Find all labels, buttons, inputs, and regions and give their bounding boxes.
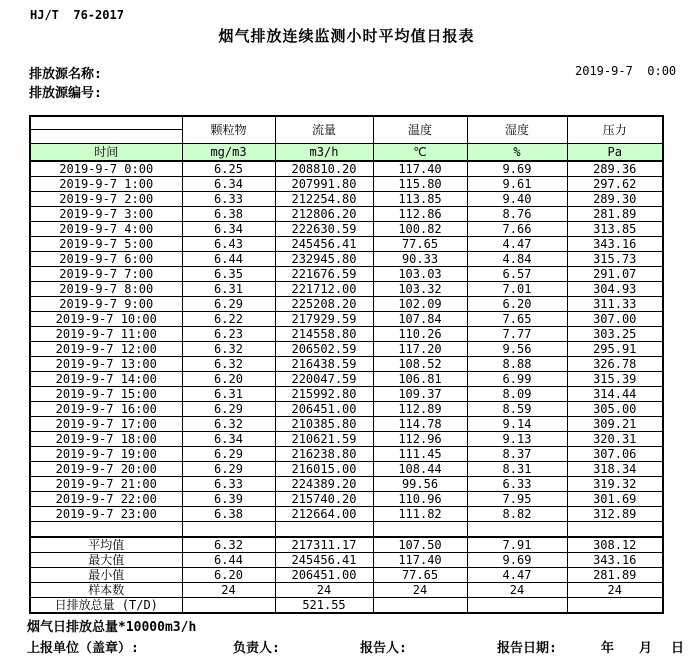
- value-cell: 224389.20: [275, 477, 373, 492]
- time-cell: 2019-9-7 21:00: [30, 477, 182, 492]
- value-cell: 113.85: [373, 192, 467, 207]
- value-cell: 4.47: [467, 237, 567, 252]
- table-row: [30, 507, 663, 522]
- report-datetime: 2019-9-7 0:00: [575, 64, 677, 78]
- value-cell: 206502.59: [275, 342, 373, 357]
- time-cell: 2019-9-7 8:00: [30, 282, 182, 297]
- day-label: 日: [671, 641, 685, 656]
- value-cell: 8.76: [467, 207, 567, 222]
- value-cell: 343.16: [567, 237, 663, 252]
- value-cell: 90.33: [373, 252, 467, 267]
- value-cell: 6.22: [182, 312, 275, 327]
- value-cell: 115.80: [373, 177, 467, 192]
- source-name-label: 排放源名称:: [29, 67, 102, 82]
- value-cell: 297.62: [567, 177, 663, 192]
- time-cell: 2019-9-7 10:00: [30, 312, 182, 327]
- value-cell: 6.32: [182, 357, 275, 372]
- summary-value-cell: 4.47: [467, 568, 567, 583]
- value-cell: 210621.59: [275, 432, 373, 447]
- time-cell: 2019-9-7 2:00: [30, 192, 182, 207]
- table-row: [30, 161, 663, 177]
- value-cell: 6.33: [182, 192, 275, 207]
- value-cell: 107.84: [373, 312, 467, 327]
- time-cell: 2019-9-7 5:00: [30, 237, 182, 252]
- value-cell: 6.38: [182, 507, 275, 522]
- value-cell: 7.77: [467, 327, 567, 342]
- unit-pressure: Pa: [567, 144, 663, 162]
- table-row: [30, 252, 663, 267]
- summary-label-cell: 最大值: [30, 553, 182, 568]
- value-cell: 232945.80: [275, 252, 373, 267]
- time-cell: 2019-9-7 20:00: [30, 462, 182, 477]
- summary-value-cell: [467, 598, 567, 614]
- summary-value-cell: 7.91: [467, 537, 567, 553]
- value-cell: 117.40: [373, 161, 467, 177]
- value-cell: 307.00: [567, 312, 663, 327]
- summary-value-cell: 6.20: [182, 568, 275, 583]
- value-cell: 6.29: [182, 462, 275, 477]
- value-cell: 225208.20: [275, 297, 373, 312]
- table-row: [30, 417, 663, 432]
- value-cell: 313.85: [567, 222, 663, 237]
- value-cell: 6.99: [467, 372, 567, 387]
- value-cell: 215992.80: [275, 387, 373, 402]
- value-cell: 6.32: [182, 417, 275, 432]
- time-cell: 2019-9-7 15:00: [30, 387, 182, 402]
- value-cell: 109.37: [373, 387, 467, 402]
- value-cell: 221676.59: [275, 267, 373, 282]
- value-cell: 6.39: [182, 492, 275, 507]
- time-cell: 2019-9-7 6:00: [30, 252, 182, 267]
- value-cell: 307.06: [567, 447, 663, 462]
- value-cell: 9.13: [467, 432, 567, 447]
- table-row: [30, 357, 663, 372]
- summary-label-cell: 平均值: [30, 537, 182, 553]
- value-cell: 106.81: [373, 372, 467, 387]
- value-cell: 216238.80: [275, 447, 373, 462]
- value-cell: 314.44: [567, 387, 663, 402]
- summary-label-cell: 样本数: [30, 583, 182, 598]
- reporter-label: 报告人:: [360, 641, 407, 656]
- value-cell: 301.69: [567, 492, 663, 507]
- value-cell: 222630.59: [275, 222, 373, 237]
- value-cell: 295.91: [567, 342, 663, 357]
- time-cell: 2019-9-7 7:00: [30, 267, 182, 282]
- empty-cell: [30, 522, 182, 538]
- table-row: [30, 327, 663, 342]
- time-cell: 2019-9-7 14:00: [30, 372, 182, 387]
- value-cell: 9.40: [467, 192, 567, 207]
- value-cell: 6.23: [182, 327, 275, 342]
- summary-value-cell: 308.12: [567, 537, 663, 553]
- value-cell: 245456.41: [275, 237, 373, 252]
- time-cell: 2019-9-7 12:00: [30, 342, 182, 357]
- value-cell: 291.07: [567, 267, 663, 282]
- summary-value-cell: 521.55: [275, 598, 373, 614]
- value-cell: 6.20: [182, 372, 275, 387]
- summary-value-cell: 24: [182, 583, 275, 598]
- table-row: [30, 192, 663, 207]
- value-cell: 103.32: [373, 282, 467, 297]
- blank-subcell-bottom: [31, 130, 182, 143]
- table-row: [30, 477, 663, 492]
- summary-label-cell: 日排放总量 (T/D): [30, 598, 182, 614]
- value-cell: 77.65: [373, 237, 467, 252]
- value-cell: 9.61: [467, 177, 567, 192]
- value-cell: 9.56: [467, 342, 567, 357]
- empty-row: [30, 522, 663, 538]
- value-cell: 8.59: [467, 402, 567, 417]
- value-cell: 6.33: [467, 477, 567, 492]
- summary-value-cell: 24: [467, 583, 567, 598]
- value-cell: 289.30: [567, 192, 663, 207]
- summary-value-cell: 107.50: [373, 537, 467, 553]
- value-cell: 9.14: [467, 417, 567, 432]
- value-cell: 6.29: [182, 297, 275, 312]
- unit-flow: m3/h: [275, 144, 373, 162]
- value-cell: 304.93: [567, 282, 663, 297]
- empty-cell: [373, 522, 467, 538]
- table-row: [30, 432, 663, 447]
- report-unit-label: 上报单位（盖章）:: [27, 641, 139, 656]
- summary-row: [30, 583, 663, 598]
- value-cell: 8.82: [467, 507, 567, 522]
- table-row: [30, 237, 663, 252]
- time-cell: 2019-9-7 13:00: [30, 357, 182, 372]
- value-cell: 7.66: [467, 222, 567, 237]
- summary-value-cell: 206451.00: [275, 568, 373, 583]
- table-row: [30, 402, 663, 417]
- column-header-temperature: 温度: [373, 116, 467, 144]
- table-row: [30, 282, 663, 297]
- value-cell: 102.09: [373, 297, 467, 312]
- value-cell: 315.73: [567, 252, 663, 267]
- value-cell: 206451.00: [275, 402, 373, 417]
- table-row: [30, 312, 663, 327]
- value-cell: 221712.00: [275, 282, 373, 297]
- value-cell: 212806.20: [275, 207, 373, 222]
- time-cell: 2019-9-7 19:00: [30, 447, 182, 462]
- summary-row: [30, 537, 663, 553]
- value-cell: 8.37: [467, 447, 567, 462]
- summary-value-cell: 6.44: [182, 553, 275, 568]
- value-cell: 8.88: [467, 357, 567, 372]
- value-cell: 289.36: [567, 161, 663, 177]
- value-cell: 6.29: [182, 402, 275, 417]
- time-cell: 2019-9-7 11:00: [30, 327, 182, 342]
- value-cell: 110.26: [373, 327, 467, 342]
- value-cell: 217929.59: [275, 312, 373, 327]
- value-cell: 318.34: [567, 462, 663, 477]
- table-row: [30, 297, 663, 312]
- value-cell: 220047.59: [275, 372, 373, 387]
- value-cell: 212664.00: [275, 507, 373, 522]
- summary-row: [30, 568, 663, 583]
- value-cell: 6.29: [182, 447, 275, 462]
- value-cell: 312.89: [567, 507, 663, 522]
- summary-row: [30, 553, 663, 568]
- table-row: [30, 462, 663, 477]
- table-row: [30, 342, 663, 357]
- responsible-person-label: 负责人:: [233, 641, 280, 656]
- value-cell: 281.89: [567, 207, 663, 222]
- summary-value-cell: [567, 598, 663, 614]
- value-cell: 6.31: [182, 282, 275, 297]
- value-cell: 111.82: [373, 507, 467, 522]
- report-table: [29, 115, 664, 614]
- value-cell: 6.34: [182, 432, 275, 447]
- time-cell: 2019-9-7 1:00: [30, 177, 182, 192]
- summary-value-cell: 245456.41: [275, 553, 373, 568]
- summary-value-cell: 77.65: [373, 568, 467, 583]
- value-cell: 112.86: [373, 207, 467, 222]
- value-cell: 311.33: [567, 297, 663, 312]
- table-row: [30, 372, 663, 387]
- value-cell: 4.84: [467, 252, 567, 267]
- time-cell: 2019-9-7 0:00: [30, 161, 182, 177]
- value-cell: 9.69: [467, 161, 567, 177]
- column-header-pm: 颗粒物: [182, 116, 275, 144]
- table-row: [30, 267, 663, 282]
- value-cell: 210385.80: [275, 417, 373, 432]
- unit-humidity: %: [467, 144, 567, 162]
- value-cell: 6.35: [182, 267, 275, 282]
- value-cell: 108.44: [373, 462, 467, 477]
- value-cell: 208810.20: [275, 161, 373, 177]
- summary-value-cell: 24: [373, 583, 467, 598]
- summary-value-cell: 24: [275, 583, 373, 598]
- value-cell: 103.03: [373, 267, 467, 282]
- time-cell: 2019-9-7 22:00: [30, 492, 182, 507]
- value-cell: 320.31: [567, 432, 663, 447]
- table-unit-row: [30, 144, 663, 162]
- table-row: [30, 222, 663, 237]
- year-label: 年: [601, 641, 615, 656]
- column-header-humidity: 湿度: [467, 116, 567, 144]
- summary-value-cell: 9.69: [467, 553, 567, 568]
- value-cell: 315.39: [567, 372, 663, 387]
- column-header-flow: 流量: [275, 116, 373, 144]
- time-header-blank-cell: [30, 116, 182, 144]
- value-cell: 6.43: [182, 237, 275, 252]
- value-cell: 111.45: [373, 447, 467, 462]
- summary-value-cell: 343.16: [567, 553, 663, 568]
- value-cell: 207991.80: [275, 177, 373, 192]
- time-cell: 2019-9-7 23:00: [30, 507, 182, 522]
- value-cell: 99.56: [373, 477, 467, 492]
- value-cell: 100.82: [373, 222, 467, 237]
- value-cell: 215740.20: [275, 492, 373, 507]
- value-cell: 6.38: [182, 207, 275, 222]
- table-row: [30, 492, 663, 507]
- value-cell: 212254.80: [275, 192, 373, 207]
- total-emission-note: 烟气日排放总量*10000m3/h: [27, 620, 197, 635]
- table-row: [30, 387, 663, 402]
- blank-subcell-top: [31, 117, 182, 130]
- value-cell: 117.20: [373, 342, 467, 357]
- summary-value-cell: 281.89: [567, 568, 663, 583]
- summary-value-cell: [182, 598, 275, 614]
- table-row: [30, 447, 663, 462]
- table-row: [30, 207, 663, 222]
- value-cell: 112.96: [373, 432, 467, 447]
- empty-cell: [275, 522, 373, 538]
- unit-pm: mg/m3: [182, 144, 275, 162]
- value-cell: 6.31: [182, 387, 275, 402]
- value-cell: 6.44: [182, 252, 275, 267]
- table-header-row: [30, 116, 663, 144]
- month-label: 月: [639, 641, 653, 656]
- value-cell: 319.32: [567, 477, 663, 492]
- summary-value-cell: 24: [567, 583, 663, 598]
- page-title: 烟气排放连续监测小时平均值日报表: [218, 27, 475, 45]
- time-cell: 2019-9-7 9:00: [30, 297, 182, 312]
- summary-value-cell: 6.32: [182, 537, 275, 553]
- table-row: [30, 177, 663, 192]
- value-cell: 214558.80: [275, 327, 373, 342]
- time-cell: 2019-9-7 4:00: [30, 222, 182, 237]
- value-cell: 309.21: [567, 417, 663, 432]
- value-cell: 216438.59: [275, 357, 373, 372]
- empty-cell: [467, 522, 567, 538]
- value-cell: 303.25: [567, 327, 663, 342]
- value-cell: 6.32: [182, 342, 275, 357]
- time-cell: 2019-9-7 3:00: [30, 207, 182, 222]
- value-cell: 108.52: [373, 357, 467, 372]
- value-cell: 326.78: [567, 357, 663, 372]
- empty-cell: [182, 522, 275, 538]
- empty-cell: [567, 522, 663, 538]
- unit-temperature: ℃: [373, 144, 467, 162]
- time-cell: 2019-9-7 17:00: [30, 417, 182, 432]
- value-cell: 6.33: [182, 477, 275, 492]
- time-header: 时间: [30, 144, 182, 162]
- summary-value-cell: 117.40: [373, 553, 467, 568]
- summary-value-cell: 217311.17: [275, 537, 373, 553]
- summary-value-cell: [373, 598, 467, 614]
- value-cell: 6.57: [467, 267, 567, 282]
- value-cell: 6.34: [182, 222, 275, 237]
- time-cell: 2019-9-7 16:00: [30, 402, 182, 417]
- column-header-pressure: 压力: [567, 116, 663, 144]
- value-cell: 6.25: [182, 161, 275, 177]
- standard-code: HJ/T 76-2017: [30, 8, 124, 22]
- value-cell: 8.31: [467, 462, 567, 477]
- value-cell: 216015.00: [275, 462, 373, 477]
- value-cell: 7.95: [467, 492, 567, 507]
- value-cell: 110.96: [373, 492, 467, 507]
- value-cell: 305.00: [567, 402, 663, 417]
- value-cell: 7.01: [467, 282, 567, 297]
- value-cell: 7.65: [467, 312, 567, 327]
- report-date-label: 报告日期:: [497, 641, 557, 656]
- value-cell: 6.34: [182, 177, 275, 192]
- summary-row: [30, 598, 663, 614]
- time-cell: 2019-9-7 18:00: [30, 432, 182, 447]
- value-cell: 6.20: [467, 297, 567, 312]
- value-cell: 8.09: [467, 387, 567, 402]
- source-code-label: 排放源编号:: [29, 86, 102, 101]
- value-cell: 114.78: [373, 417, 467, 432]
- value-cell: 112.89: [373, 402, 467, 417]
- summary-label-cell: 最小值: [30, 568, 182, 583]
